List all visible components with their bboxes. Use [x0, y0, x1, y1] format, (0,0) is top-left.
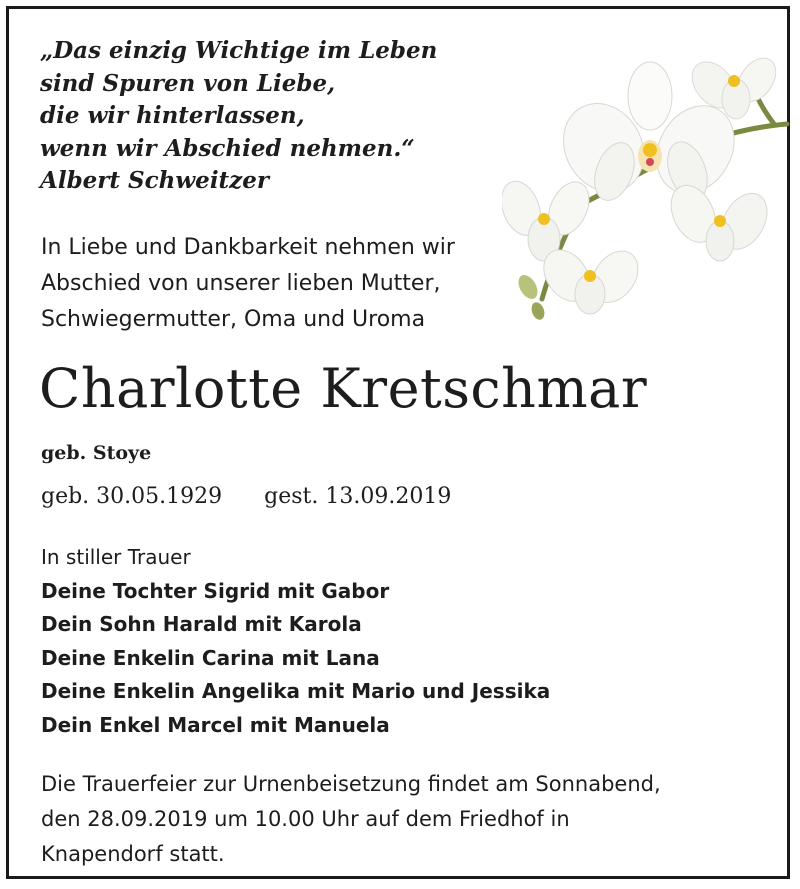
intro-line: Abschied von unserer lieben Mutter, [41, 271, 441, 296]
orchid-flower [534, 241, 647, 314]
quote-line: sind Spuren von Liebe, [40, 69, 336, 97]
intro-line: Schwiegermutter, Oma und Uroma [41, 307, 426, 332]
orchid-icon [502, 29, 792, 329]
obituary-card [6, 6, 790, 879]
mourner-item: Deine Enkelin Carina mit Lana [41, 645, 380, 670]
death-date: gest. 13.09.2019 [264, 484, 452, 509]
quote [40, 35, 437, 198]
mourner-item: Dein Sohn Harald mit Karola [41, 612, 362, 636]
mourner-item: Dein Enkel Marcel mit Manuela [41, 712, 390, 737]
intro-line: In Liebe und Dankbarkeit nehmen wir [41, 235, 455, 260]
birth-date: geb. 30.05.1929 [41, 484, 223, 509]
service-info [41, 767, 661, 872]
orchid-bud [529, 300, 546, 321]
service-line: Knapendorf statt. [41, 842, 225, 866]
quote-author: Albert Schweitzer [40, 167, 269, 194]
deceased-name: Charlotte Kretschmar [39, 357, 648, 420]
service-line: den 28.09.2019 um 10.00 Uhr auf dem Friedhof in [41, 807, 570, 831]
intro-text [41, 230, 455, 338]
orchid-bud [515, 272, 542, 303]
life-dates [41, 481, 451, 513]
orchid-flower [662, 178, 776, 261]
quote-line: die wir hinterlassen, [40, 102, 305, 129]
quote-line: wenn wir Abschied nehmen.“ [40, 134, 415, 162]
mourners-list [41, 541, 550, 742]
orchid-flower [502, 175, 597, 261]
quote-line: „Das einzig Wichtige im Leben [40, 37, 438, 64]
mourners-label: In stiller Trauer [41, 545, 191, 569]
maiden-name: geb. Stoye [41, 442, 152, 464]
service-line: Die Trauerfeier zur Urnenbeisetzung findet am Sonnabend, [41, 772, 661, 796]
mourner-item: Deine Tochter Sigrid mit Gabor [41, 578, 390, 603]
mourner-item: Deine Enkelin Angelika mit Mario und Jessika [41, 679, 551, 703]
